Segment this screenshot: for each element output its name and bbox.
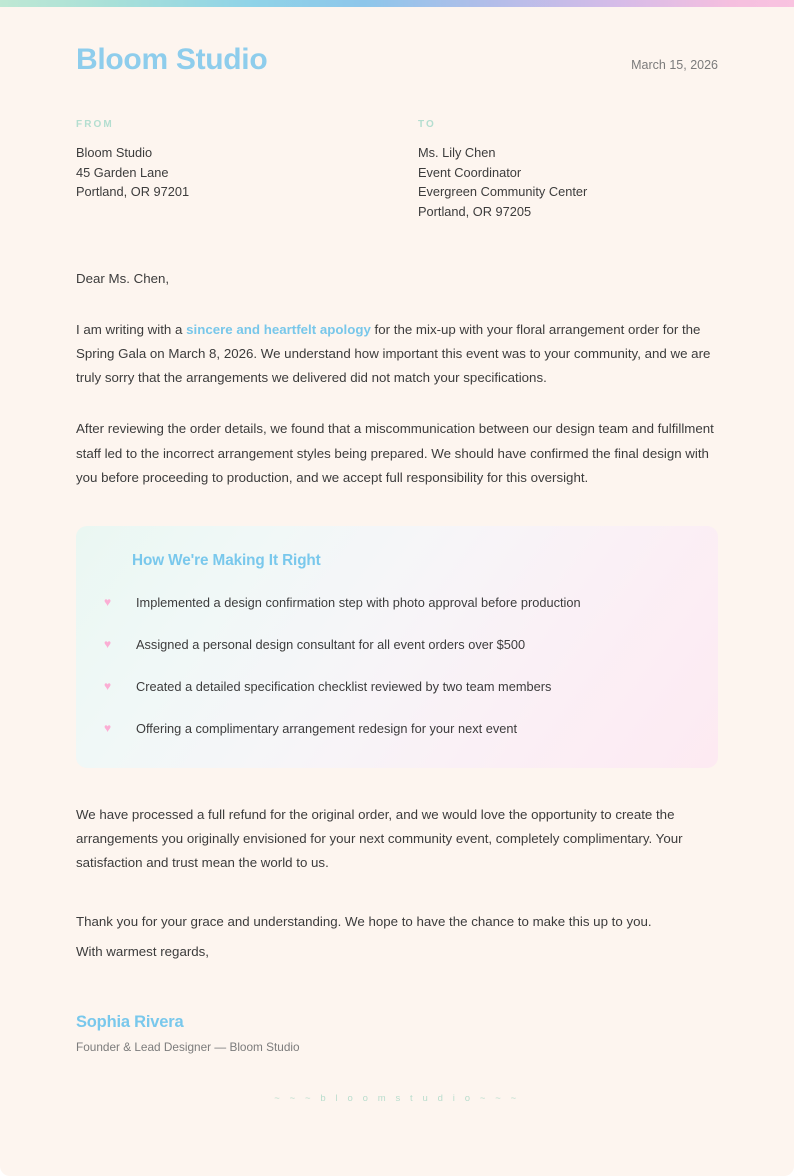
list-item xyxy=(104,635,690,654)
paragraph-1-after-accent: for the mix-up with your floral arrangement order for the Spring Gala on March 8, 2026. We understand how important this event was to your community, and we are truly sorry that the arrangements we delivered did not match your specifications. xyxy=(76,321,711,386)
paragraph-1-before-accent: I am writing with a xyxy=(76,321,187,337)
thanks-line: Thank you for your grace and understanding. We hope to have the chance to make this up to you. xyxy=(76,913,652,929)
heart-icon: ♥ xyxy=(104,595,112,610)
list-item-label: Implemented a design confirmation step with photo approval before production xyxy=(136,595,581,611)
remediation-callout xyxy=(76,526,718,768)
list-item xyxy=(104,593,690,612)
to-line: Portland, OR 97205 xyxy=(418,204,532,220)
from-address xyxy=(76,119,418,222)
list-item xyxy=(104,677,690,696)
heart-icon: ♥ xyxy=(104,637,112,652)
signature-role: Founder & Lead Designer — Bloom Studio xyxy=(76,1039,300,1054)
list-item-label: Assigned a personal design consultant for all event orders over $500 xyxy=(136,637,526,653)
top-gradient-bar xyxy=(0,0,794,7)
to-label: TO xyxy=(418,119,436,130)
to-line: Evergreen Community Center xyxy=(418,184,588,200)
from-label: FROM xyxy=(76,119,114,130)
letter-content xyxy=(0,7,794,1176)
to-line: Event Coordinator xyxy=(418,164,522,180)
body-paragraph-3: We have processed a full refund for the original order, and we would love the opportunity to create the arrangements you originally envisioned for your next community event, completely complimentary. Your satisfaction and trust mean the world to us. xyxy=(76,807,683,871)
from-line: Portland, OR 97201 xyxy=(76,184,190,200)
salutation: Dear Ms. Chen, xyxy=(76,270,170,286)
body-paragraph-4 xyxy=(76,907,718,967)
to-line: Ms. Lily Chen xyxy=(418,145,496,160)
signature-name: Sophia Rivera xyxy=(76,1012,184,1031)
callout-list xyxy=(104,593,690,738)
to-address xyxy=(418,119,587,222)
regards-line: With warmest regards, xyxy=(76,943,210,959)
from-line: Bloom Studio xyxy=(76,145,153,160)
body-paragraph-2: After reviewing the order details, we found that a miscommunication between our design team and fulfillment staff led to the incorrect arrangement styles being prepared. We should have confirmed the final design with you before proceeding to production, and we accept full responsibility for this oversight. xyxy=(76,421,714,485)
address-block xyxy=(76,119,718,222)
heart-icon: ♥ xyxy=(104,679,112,694)
footer-ornament: ~ ~ ~ b l o o m s t u d i o ~ ~ ~ xyxy=(274,1092,520,1104)
heart-icon: ♥ xyxy=(104,721,112,736)
list-item-label: Created a detailed specification checklist reviewed by two team members xyxy=(136,679,552,695)
letter-header xyxy=(76,7,718,76)
callout-title: How We're Making It Right xyxy=(132,552,321,570)
from-line: 45 Garden Lane xyxy=(76,164,169,180)
letter-date: March 15, 2026 xyxy=(631,58,718,72)
body-paragraph-1 xyxy=(76,318,718,391)
signature-block xyxy=(76,1013,718,1054)
list-item-label: Offering a complimentary arrangement redesign for your next event xyxy=(136,721,518,737)
list-item xyxy=(104,719,690,738)
accent-phrase: sincere and heartfelt apology xyxy=(186,321,371,337)
page-title: Bloom Studio xyxy=(76,43,268,76)
